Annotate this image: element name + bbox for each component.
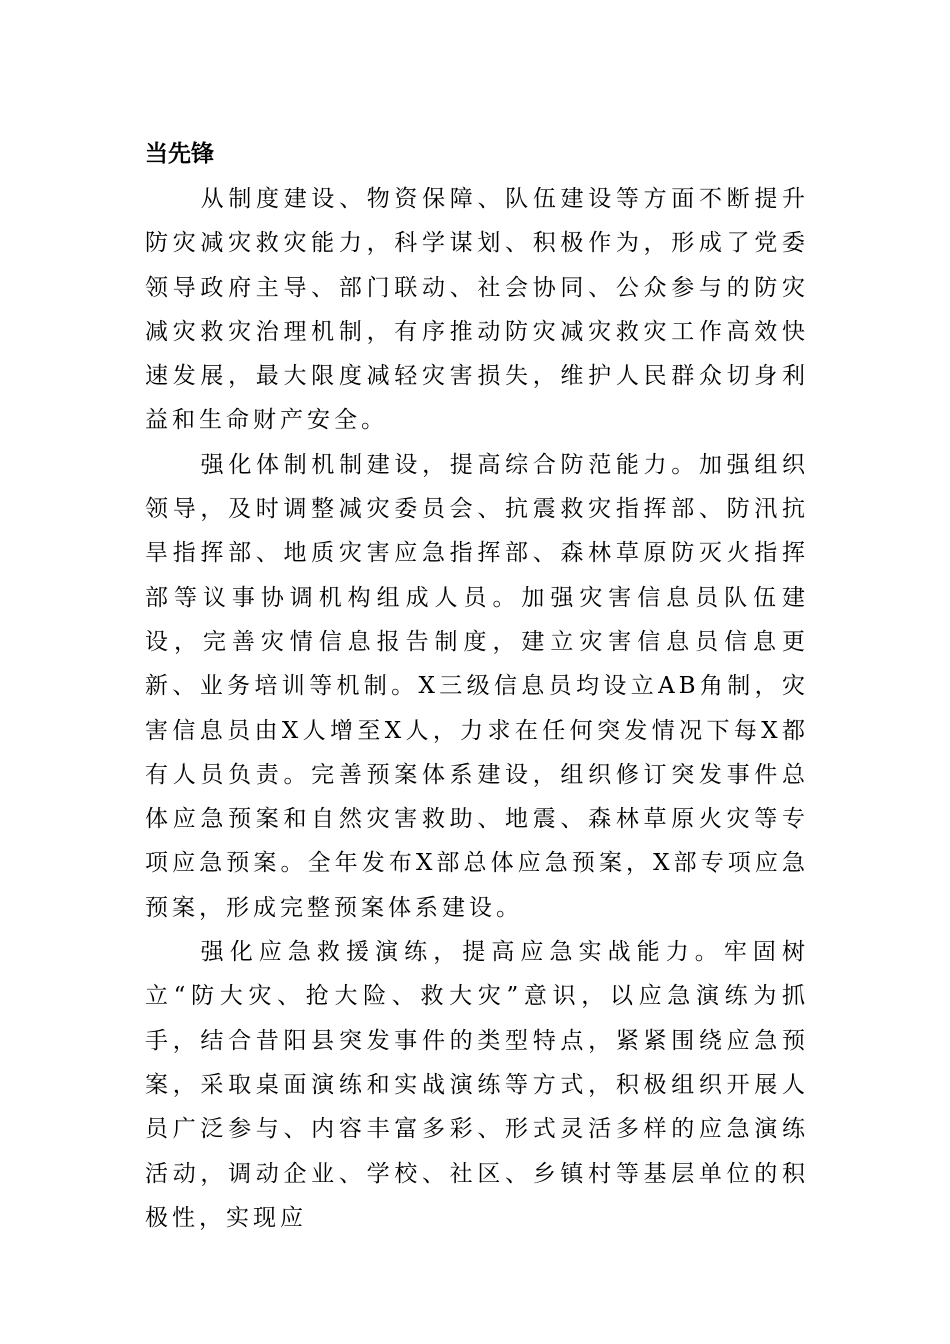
paragraph-drills: 强化应急救援演练，提高应急实战能力。牢固树立“防大灾、抢大险、救大灾”意识，以应急演练为抓手，结合昔阳县突发事件的类型特点，紧紧围绕应急预案，采取桌面演练和实战演练等方式，积极组织开展人员广泛参与、内容丰富多彩、形式灵活多样的应急演练活动，调动企业、学校、社区、乡镇村等基层单位的积极性，实现应 xyxy=(145,939,809,1231)
paragraph-intro: 从制度建设、物资保障、队伍建设等方面不断提升防灾减灾救灾能力，科学谋划、积极作为，形成了党委领导政府主导、部门联动、社会协同、公众参与的防灾减灾救灾治理机制，有序推动防灾减灾救灾工作高效快速发展，最大限度减轻灾害损失，维护人民群众切身利益和生命财产安全。 xyxy=(145,186,809,434)
body-text xyxy=(145,177,809,1240)
section-heading: 当先锋 xyxy=(145,141,214,167)
paragraph-mechanism: 强化体制机制建设，提高综合防范能力。加强组织领导，及时调整减灾委员会、抗震救灾指挥部、防汛抗旱指挥部、地质灾害应急指挥部、森林草原防灭火指挥部等议事协调机构组成人员。加强灾害信息员队伍建设，完善灾情信息报告制度，建立灾害信息员信息更新、业务培训等机制。X三级信息员均设立AB角制，灾害信息员由X人增至X人，力求在任何突发情况下每X都有人员负责。完善预案体系建设，组织修订突发事件总体应急预案和自然灾害救助、地震、森林草原火灾等专项应急预案。全年发布X部总体应急预案，X部专项应急预案，形成完整预案体系建设。 xyxy=(145,451,809,921)
